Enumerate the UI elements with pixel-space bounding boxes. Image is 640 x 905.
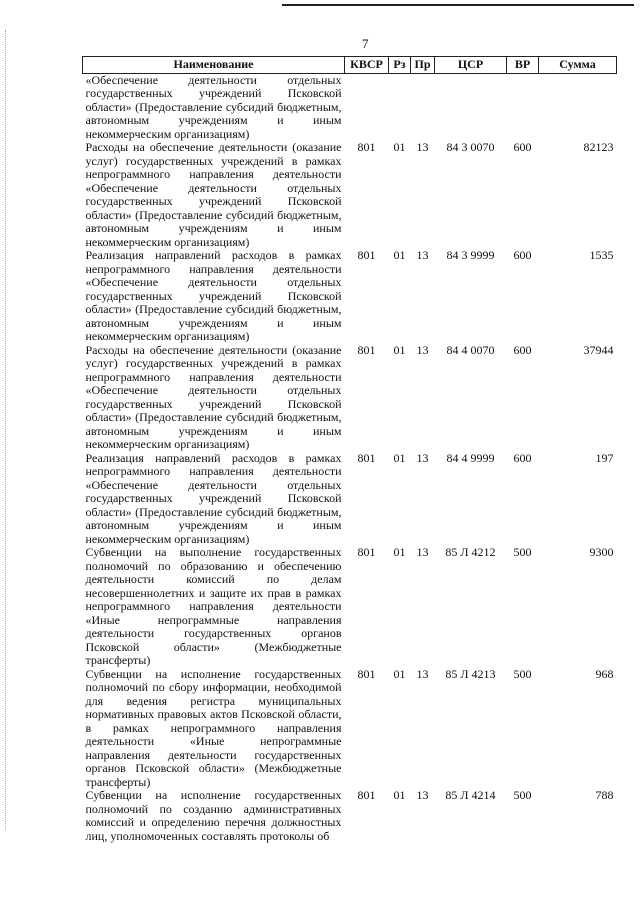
header-csr: ЦСР bbox=[435, 57, 507, 74]
table-row bbox=[83, 344, 617, 452]
header-kvsr: КВСР bbox=[345, 57, 389, 74]
row-rz bbox=[389, 73, 411, 141]
header-sum: Сумма bbox=[539, 57, 617, 74]
row-sum: 968 bbox=[595, 666, 614, 681]
row-kvsr: 801 bbox=[357, 450, 376, 465]
table-row bbox=[83, 546, 617, 668]
row-vr: 500 bbox=[513, 666, 532, 681]
row-csr bbox=[435, 73, 507, 141]
row-name: Реализация направлений расходов в рамках непрограммного направления деятельности «Обеспечение деятельности отдельных государственных учреждений Псковской области» (Предоставление субсидий бюджетным, автономным учреждениям и иным некоммерческим организациям) bbox=[85, 450, 342, 546]
row-pr: 13 bbox=[416, 788, 429, 802]
row-pr: 13 bbox=[416, 342, 429, 357]
row-csr: 84 3 9999 bbox=[446, 248, 495, 262]
table-row bbox=[83, 249, 617, 344]
row-kvsr: 801 bbox=[357, 248, 376, 262]
row-csr: 84 4 9999 bbox=[446, 450, 495, 465]
row-vr: 500 bbox=[513, 545, 532, 559]
row-csr: 85 Л 4214 bbox=[445, 788, 496, 802]
row-pr: 13 bbox=[416, 140, 429, 154]
top-rule bbox=[282, 4, 634, 6]
page-number: 7 bbox=[362, 36, 369, 51]
row-vr: 600 bbox=[513, 342, 532, 357]
header-pr: Пр bbox=[411, 57, 435, 74]
table-row bbox=[83, 73, 617, 141]
row-pr: 13 bbox=[416, 666, 429, 681]
row-vr bbox=[507, 73, 539, 141]
row-csr: 84 4 0070 bbox=[446, 342, 495, 357]
row-rz: 01 bbox=[393, 666, 406, 681]
row-name: Расходы на обеспечение деятельности (оказание услуг) государственных учреждений в рамках непрограммного направления деятельности «Обеспечение деятельности отдельных государственных учреждений Псковской области» (Предоставление субсидий бюджетным, автономным учреждениям и иным некоммерческим организациям) bbox=[85, 342, 342, 451]
row-sum: 37944 bbox=[583, 342, 614, 357]
row-pr bbox=[411, 73, 435, 141]
row-name: Расходы на обеспечение деятельности (оказание услуг) государственных учреждений в рамках непрограммного направления деятельности «Обеспечение деятельности отдельных государственных учреждений Псковской области» (Предоставление субсидий бюджетным, автономным учреждениям и иным некоммерческим организациям) bbox=[85, 140, 342, 249]
table-row bbox=[83, 452, 617, 547]
table-header bbox=[83, 57, 617, 74]
row-kvsr bbox=[345, 73, 389, 141]
row-kvsr: 801 bbox=[357, 788, 376, 802]
row-rz: 01 bbox=[393, 788, 406, 802]
row-sum: 82123 bbox=[583, 140, 614, 154]
row-vr: 600 bbox=[513, 140, 532, 154]
row-name: Субвенции на выполнение государственных полномочий по образованию и обеспечению деятельности комиссий по делам несовершеннолетних и защите их прав в рамках непрограммного направления деятельности «Иные непрограммные направления деятельности государственных органов Псковской области» (Межбюджетные трансферты) bbox=[85, 545, 342, 667]
header-name: Наименование bbox=[83, 57, 345, 74]
table-row bbox=[83, 668, 617, 790]
row-sum: 1535 bbox=[589, 248, 614, 262]
row-sum bbox=[539, 73, 617, 141]
row-rz: 01 bbox=[393, 545, 406, 559]
header-rz: Рз bbox=[389, 57, 411, 74]
row-csr: 85 Л 4213 bbox=[445, 666, 496, 681]
row-sum: 197 bbox=[595, 450, 614, 465]
header-vr: ВР bbox=[507, 57, 539, 74]
row-kvsr: 801 bbox=[357, 666, 376, 681]
row-csr: 84 3 0070 bbox=[446, 140, 495, 154]
row-kvsr: 801 bbox=[357, 545, 376, 559]
row-vr: 500 bbox=[513, 788, 532, 802]
row-csr: 85 Л 4212 bbox=[445, 545, 496, 559]
row-vr: 600 bbox=[513, 248, 532, 262]
page-edge bbox=[5, 30, 7, 830]
row-rz: 01 bbox=[393, 248, 406, 262]
row-kvsr: 801 bbox=[357, 140, 376, 154]
table-row bbox=[83, 789, 617, 843]
row-name: «Обеспечение деятельности отдельных государственных учреждений Псковской области» (Предоставление субсидий бюджетным, автономным учреждениям и иным некоммерческим организациям) bbox=[85, 72, 342, 141]
budget-table bbox=[82, 56, 617, 843]
row-name: Субвенции на исполнение государственных полномочий по сбору информации, необходимой для ведения регистра муниципальных нормативных правовых актов Псковской области, в рамках непрограммного направления деятельности «Иные непрограммные направления деятельности государственных органов Псковской области» (Межбюджетные трансферты) bbox=[85, 666, 342, 789]
row-name: Реализация направлений расходов в рамках непрограммного направления деятельности «Обеспечение деятельности отдельных государственных учреждений Псковской области» (Предоставление субсидий бюджетным, автономным учреждениям и иным некоммерческим организациям) bbox=[85, 248, 342, 343]
row-rz: 01 bbox=[393, 342, 406, 357]
row-rz: 01 bbox=[393, 450, 406, 465]
row-sum: 788 bbox=[595, 788, 614, 802]
row-sum: 9300 bbox=[589, 545, 614, 559]
row-vr: 600 bbox=[513, 450, 532, 465]
row-kvsr: 801 bbox=[357, 342, 376, 357]
row-name: Субвенции на исполнение государственных полномочий по созданию административных комиссий и определению перечня должностных лиц, уполномоченных составлять протоколы об bbox=[85, 788, 342, 843]
row-pr: 13 bbox=[416, 248, 429, 262]
row-pr: 13 bbox=[416, 545, 429, 559]
row-rz: 01 bbox=[393, 140, 406, 154]
table-row bbox=[83, 141, 617, 249]
row-pr: 13 bbox=[416, 450, 429, 465]
